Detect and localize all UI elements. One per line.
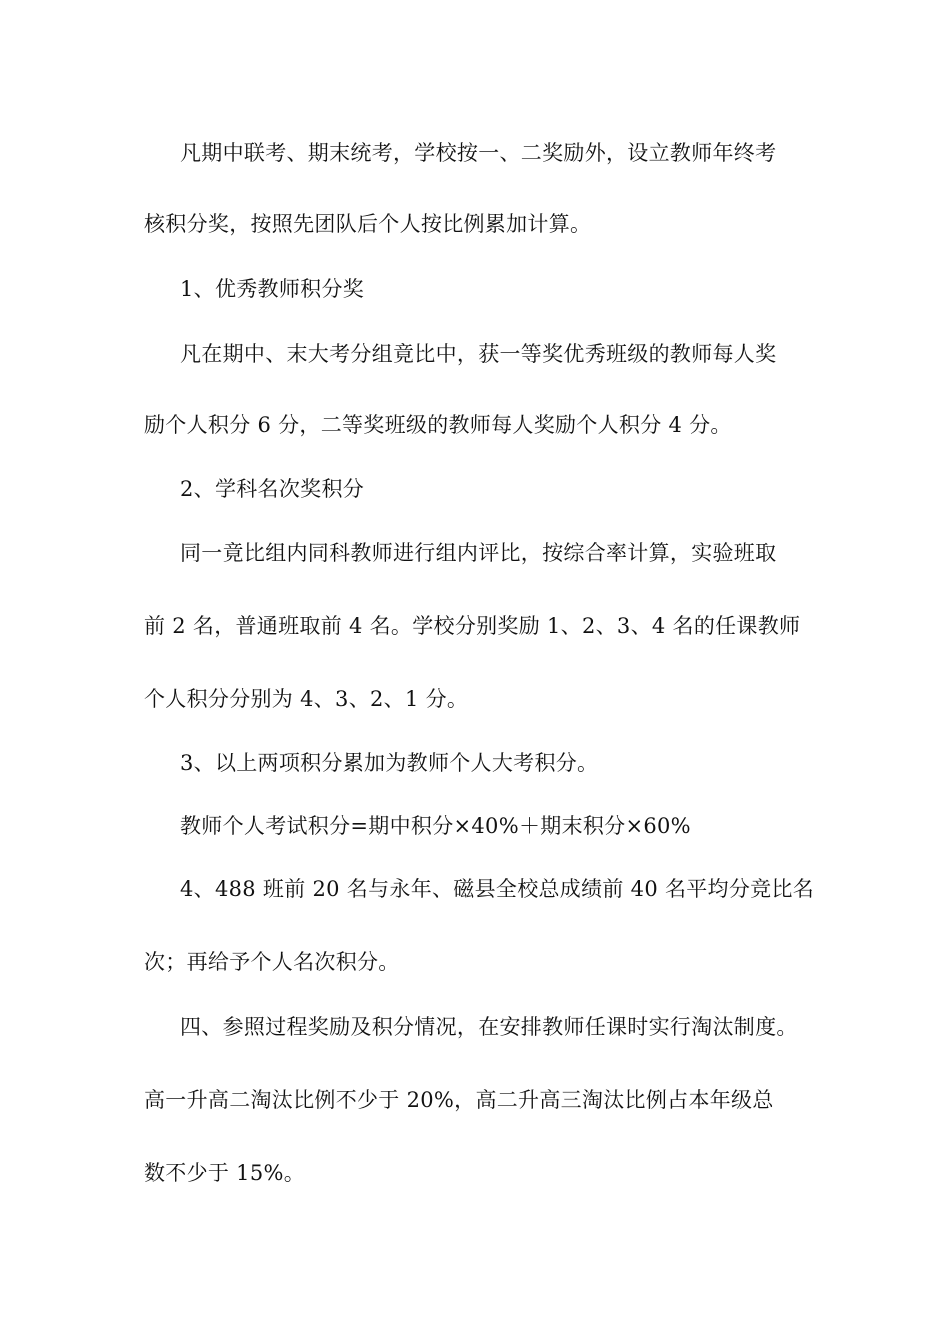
paragraph-line: 凡在期中、末大考分组竟比中，获一等奖优秀班级的教师每人奖: [180, 342, 777, 366]
paragraph-line: 励个人积分 6 分，二等奖班级的教师每人奖励个人积分 4 分。: [144, 413, 732, 437]
section-heading: 2、学科名次奖积分: [180, 477, 365, 501]
paragraph-line: 3、以上两项积分累加为教师个人大考积分。: [180, 751, 599, 775]
paragraph-line: 凡期中联考、期末统考，学校按一、二奖励外，设立教师年终考: [180, 141, 777, 165]
paragraph-line: 数不少于 15%。: [144, 1161, 306, 1185]
paragraph-line: 高一升高二淘汰比例不少于 20%，高二升高三淘汰比例占本年级总: [144, 1088, 774, 1112]
formula-line: 教师个人考试积分=期中积分×40%＋期末积分×60%: [180, 814, 691, 838]
paragraph-line: 个人积分分别为 4、3、2、1 分。: [144, 687, 469, 711]
paragraph-line: 次；再给予个人名次积分。: [144, 950, 400, 974]
paragraph-line: 四、参照过程奖励及积分情况，在安排教师任课时实行淘汰制度。: [180, 1015, 798, 1039]
section-heading: 1、优秀教师积分奖: [180, 277, 365, 301]
paragraph-line: 同一竟比组内同科教师进行组内评比，按综合率计算，实验班取: [180, 541, 777, 565]
paragraph-line: 4、488 班前 20 名与永年、磁县全校总成绩前 40 名平均分竞比名: [180, 877, 815, 901]
paragraph-line: 前 2 名，普通班取前 4 名。学校分别奖励 1、2、3、4 名的任课教师: [144, 614, 801, 638]
paragraph-line: 核积分奖，按照先团队后个人按比例累加计算。: [144, 212, 592, 236]
